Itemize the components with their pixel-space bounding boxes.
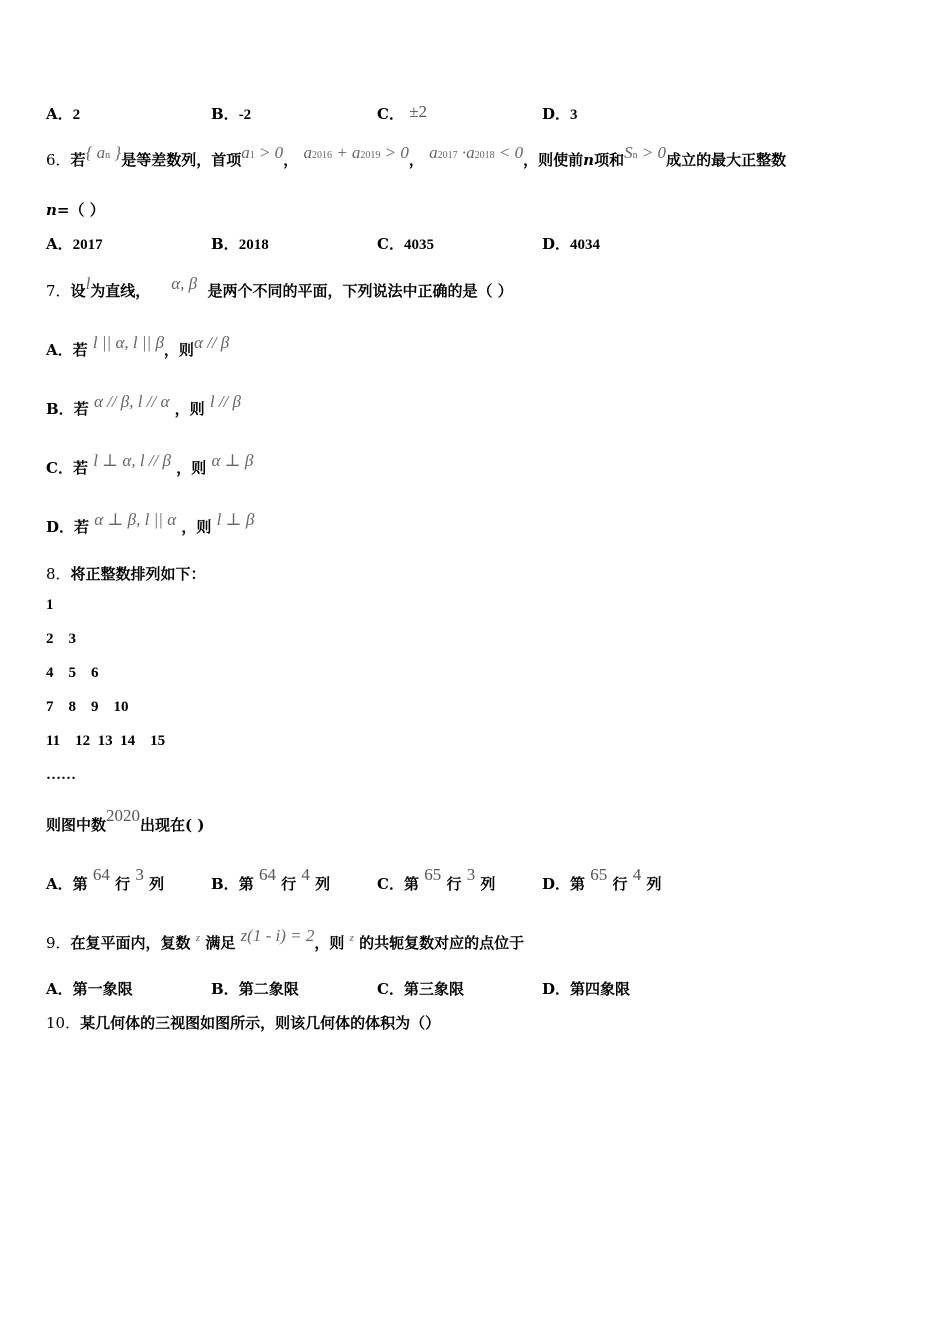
q8-row-5: 11 12 13 14 15 <box>46 733 166 749</box>
q9-option-c: C．第三象限 <box>377 980 464 998</box>
q6-option-b: B．2018 <box>211 235 269 253</box>
q10-stem: 10．某几何体的三视图如图所示，则该几何体的体积为（） <box>46 1014 441 1032</box>
q7-stem: 7．设l为直线， α, β 是两个不同的平面，下列说法中正确的是（ ） <box>46 274 513 300</box>
q9-stem: 9．在复平面内，复数 $^z$ 满足 z(1 - i) = 2，则 $^z$ 的共轭复数对应的点位于 <box>46 926 525 952</box>
q9-option-d: D．第四象限 <box>542 980 631 998</box>
q8-option-b: B．第 64 行 4 列 <box>211 865 331 893</box>
q8-ellipsis: …… <box>46 767 76 783</box>
q6-option-c: C．4035 <box>377 235 434 253</box>
q8-row-3: 4 5 6 <box>46 665 99 681</box>
q7-option-c: C．若 l ⊥ α, l // β ，则 α ⊥ β <box>46 451 254 477</box>
q7-option-a: A．若 l || α, l || β，则α // β <box>46 333 230 359</box>
q9-option-b: B．第二象限 <box>211 980 299 998</box>
q9-option-a: A．第一象限 <box>46 980 133 998</box>
q8-row-4: 7 8 9 10 <box>46 699 129 715</box>
q5-option-a: A．2 <box>46 105 81 123</box>
q8-row-1: 1 <box>46 597 54 613</box>
q8-option-a: A．第 64 行 3 列 <box>46 865 165 893</box>
q7-option-b: B．若 α // β, l // α ，则 l // β <box>46 392 241 418</box>
q6-stem: 6．若{ an }是等差数列，首项a1 > 0， a2016 + a2019 > 0， a2017 ·a2018 < 0，则使前n项和Sn > 0成立的最大正整数 <box>46 143 787 169</box>
q8-stem: 8．将正整数排列如下： <box>46 565 206 583</box>
q8-question: 则图中数2020出现在( ) <box>46 806 205 834</box>
q6-option-a: A．2017 <box>46 235 103 253</box>
q8-option-d: D．第 65 行 4 列 <box>542 865 662 893</box>
q5-option-c: C． ±2 <box>377 102 428 123</box>
q5-option-b: B．-2 <box>211 105 252 123</box>
q5-option-d: D．3 <box>542 105 578 123</box>
q6-option-d: D．4034 <box>542 235 601 253</box>
q8-row-2: 2 3 <box>46 631 76 647</box>
q8-option-c: C．第 65 行 3 列 <box>377 865 496 893</box>
q6-stem-cont: n=（ ） <box>46 201 105 219</box>
q7-option-d: D．若 α ⊥ β, l || α ，则 l ⊥ β <box>46 510 255 536</box>
